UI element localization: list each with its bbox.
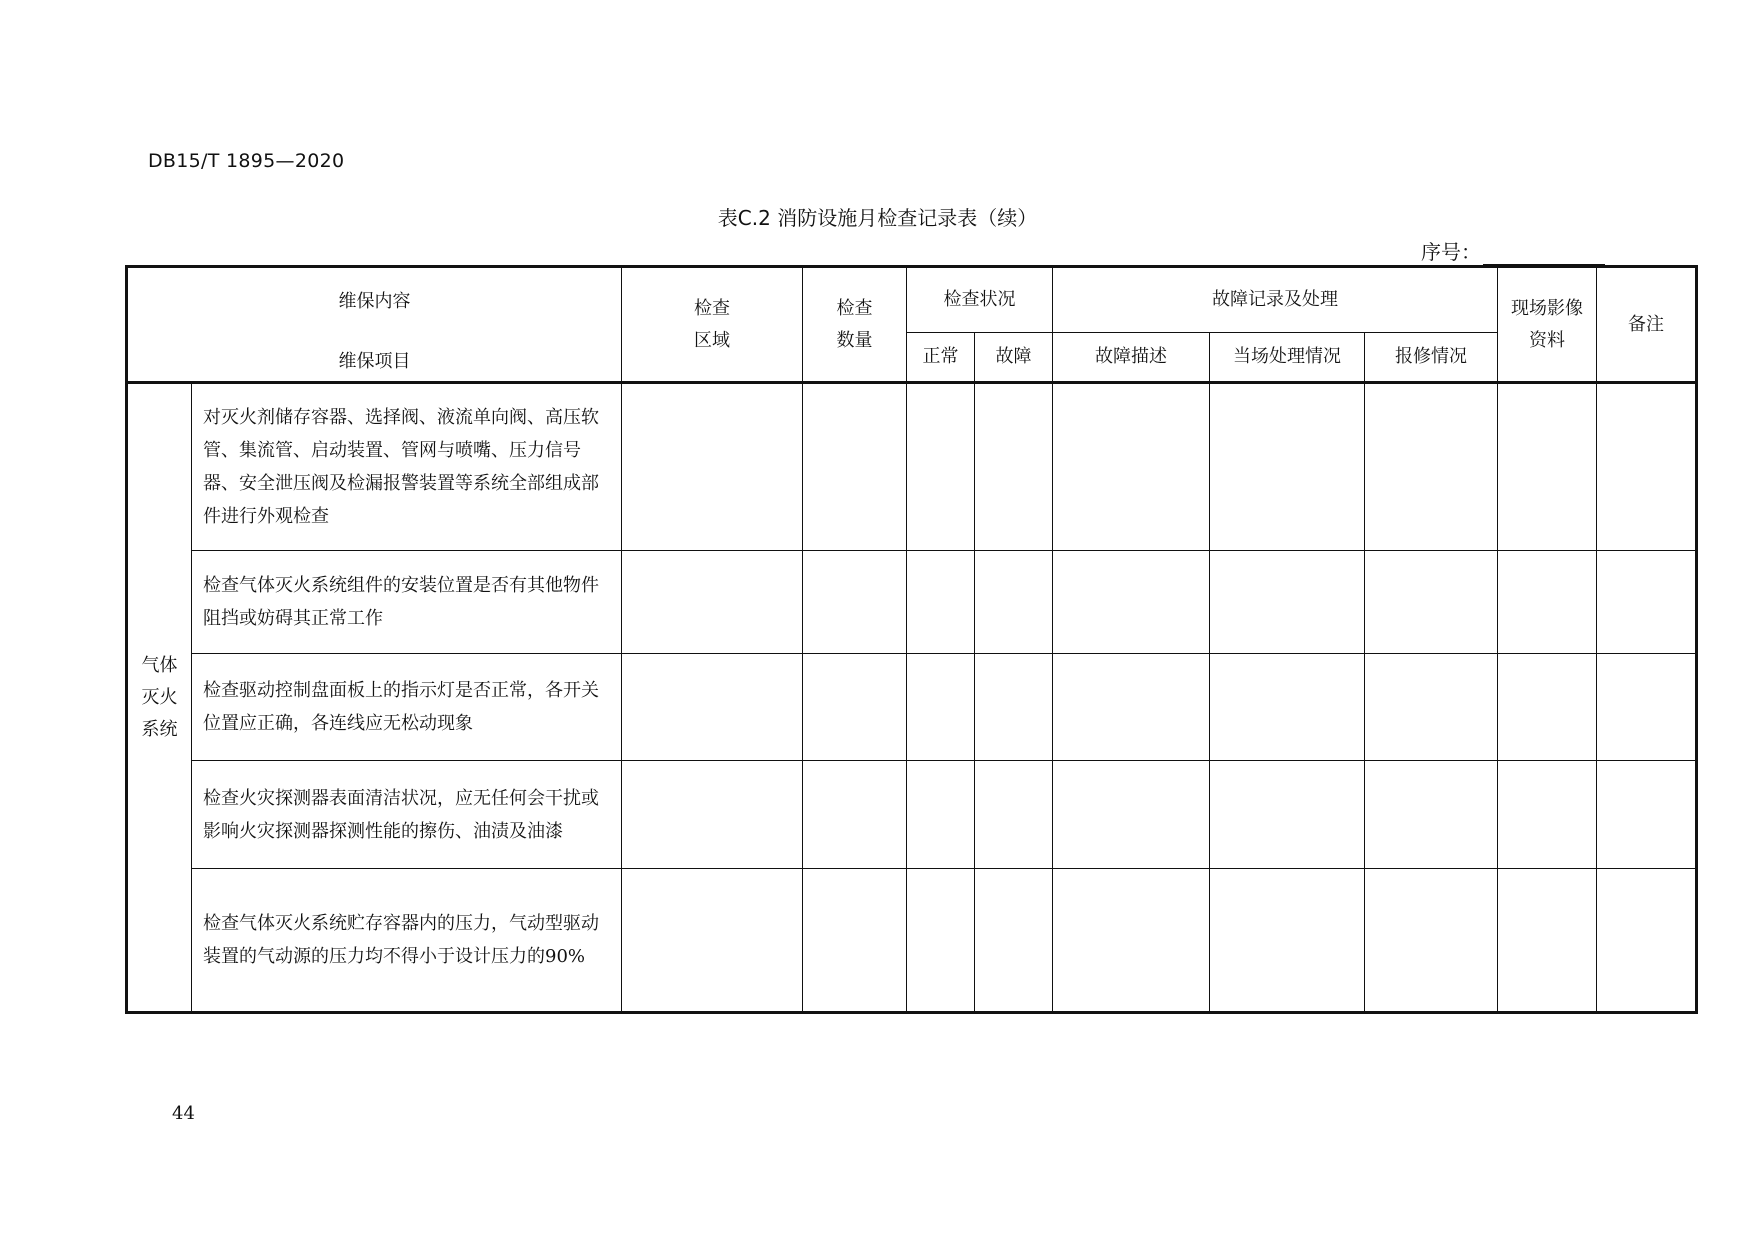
- remarks-header: 备注: [1597, 267, 1697, 383]
- remarks-cell[interactable]: [1597, 551, 1697, 654]
- fault-check-cell[interactable]: [975, 654, 1053, 761]
- fault-description-cell[interactable]: [1053, 551, 1210, 654]
- area-input-cell[interactable]: [622, 761, 803, 869]
- normal-check-cell[interactable]: [907, 869, 975, 1013]
- site-image-cell[interactable]: [1498, 869, 1597, 1013]
- inspection-area-line1: 检查: [694, 297, 730, 319]
- table-row: [127, 761, 1697, 869]
- inspection-quantity-line2: 数量: [836, 329, 873, 351]
- fault-check-cell[interactable]: [975, 383, 1053, 551]
- inspection-area-line2: 区域: [694, 329, 730, 351]
- normal-check-cell[interactable]: [907, 551, 975, 654]
- remarks-cell[interactable]: [1597, 383, 1697, 551]
- serial-label: 序号：: [1421, 240, 1481, 264]
- onsite-handling-cell[interactable]: [1210, 383, 1365, 551]
- fault-description-cell[interactable]: [1053, 761, 1210, 869]
- onsite-handling-cell[interactable]: [1210, 654, 1365, 761]
- maint-item-text: 对灭火剂储存容器、选择阀、液流单向阀、高压软管、集流管、启动装置、管网与喷嘴、压力信号器、安全泄压阀及检漏报警装置等系统全部组成部件进行外观检查: [192, 383, 622, 551]
- fault-description-header: 故障描述: [1053, 333, 1210, 383]
- category-line3: 系统: [141, 718, 178, 740]
- quantity-input-cell[interactable]: [803, 869, 907, 1013]
- fault-description-cell[interactable]: [1053, 383, 1210, 551]
- maint-item-text: 检查气体灭火系统组件的安装位置是否有其他物件阻挡或妨碍其正常工作: [192, 551, 622, 654]
- maint-header-cell: [127, 267, 622, 383]
- quantity-input-cell[interactable]: [803, 551, 907, 654]
- repair-status-cell[interactable]: [1365, 654, 1498, 761]
- repair-status-cell[interactable]: [1365, 383, 1498, 551]
- repair-status-cell[interactable]: [1365, 761, 1498, 869]
- serial-number: [1421, 236, 1605, 265]
- normal-check-cell[interactable]: [907, 761, 975, 869]
- repair-status-header: 报修情况: [1365, 333, 1498, 383]
- area-input-cell[interactable]: [622, 551, 803, 654]
- table-row: [127, 654, 1697, 761]
- quantity-input-cell[interactable]: [803, 761, 907, 869]
- onsite-handling-cell[interactable]: [1210, 551, 1365, 654]
- remarks-cell[interactable]: [1597, 761, 1697, 869]
- quantity-input-cell[interactable]: [803, 654, 907, 761]
- status-normal-header: 正常: [907, 333, 975, 383]
- site-image-cell[interactable]: [1498, 551, 1597, 654]
- remarks-cell[interactable]: [1597, 654, 1697, 761]
- area-input-cell[interactable]: [622, 654, 803, 761]
- inspection-quantity-header: [803, 267, 907, 383]
- fault-check-cell[interactable]: [975, 761, 1053, 869]
- site-image-header: [1498, 267, 1597, 383]
- onsite-handling-cell[interactable]: [1210, 869, 1365, 1013]
- fault-record-header: 故障记录及处理: [1053, 267, 1498, 333]
- normal-check-cell[interactable]: [907, 383, 975, 551]
- fault-check-cell[interactable]: [975, 551, 1053, 654]
- remarks-cell[interactable]: [1597, 869, 1697, 1013]
- area-input-cell[interactable]: [622, 383, 803, 551]
- category-line2: 灭火: [141, 686, 178, 708]
- inspection-status-header: 检查状况: [907, 267, 1053, 333]
- inspection-record-table: [125, 265, 1698, 1014]
- status-fault-header: 故障: [975, 333, 1053, 383]
- site-image-cell[interactable]: [1498, 383, 1597, 551]
- maint-content-header: 维保内容: [338, 291, 411, 312]
- table-row: [127, 551, 1697, 654]
- quantity-input-cell[interactable]: [803, 383, 907, 551]
- standard-code: DB15/T 1895—2020: [148, 150, 345, 172]
- maint-item-header: 维保项目: [338, 351, 411, 372]
- onsite-handling-header: 当场处理情况: [1210, 333, 1365, 383]
- site-image-line1: 现场影像: [1511, 297, 1584, 319]
- fault-description-cell[interactable]: [1053, 654, 1210, 761]
- fault-check-cell[interactable]: [975, 869, 1053, 1013]
- normal-check-cell[interactable]: [907, 654, 975, 761]
- header-row-1: [127, 267, 1697, 333]
- maint-item-text: 检查气体灭火系统贮存容器内的压力，气动型驱动装置的气动源的压力均不得小于设计压力的90%: [192, 869, 622, 1013]
- table-title: 表C.2 消防设施月检查记录表（续）: [717, 206, 1038, 230]
- maint-item-text: 检查驱动控制盘面板上的指示灯是否正常，各开关位置应正确，各连线应无松动现象: [192, 654, 622, 761]
- page-number: 44: [172, 1103, 195, 1124]
- inspection-area-header: [622, 267, 803, 383]
- site-image-cell[interactable]: [1498, 654, 1597, 761]
- serial-blank-line: [1483, 242, 1605, 265]
- category-line1: 气体: [141, 654, 178, 676]
- onsite-handling-cell[interactable]: [1210, 761, 1365, 869]
- fault-description-cell[interactable]: [1053, 869, 1210, 1013]
- repair-status-cell[interactable]: [1365, 869, 1498, 1013]
- maint-item-text: 检查火灾探测器表面清洁状况，应无任何会干扰或影响火灾探测器探测性能的擦伤、油渍及油漆: [192, 761, 622, 869]
- area-input-cell[interactable]: [622, 869, 803, 1013]
- inspection-quantity-line1: 检查: [836, 297, 873, 319]
- table-row: [127, 383, 1697, 551]
- repair-status-cell[interactable]: [1365, 551, 1498, 654]
- table-row: [127, 869, 1697, 1013]
- category-cell: [127, 383, 192, 1013]
- site-image-line2: 资料: [1529, 329, 1566, 351]
- site-image-cell[interactable]: [1498, 761, 1597, 869]
